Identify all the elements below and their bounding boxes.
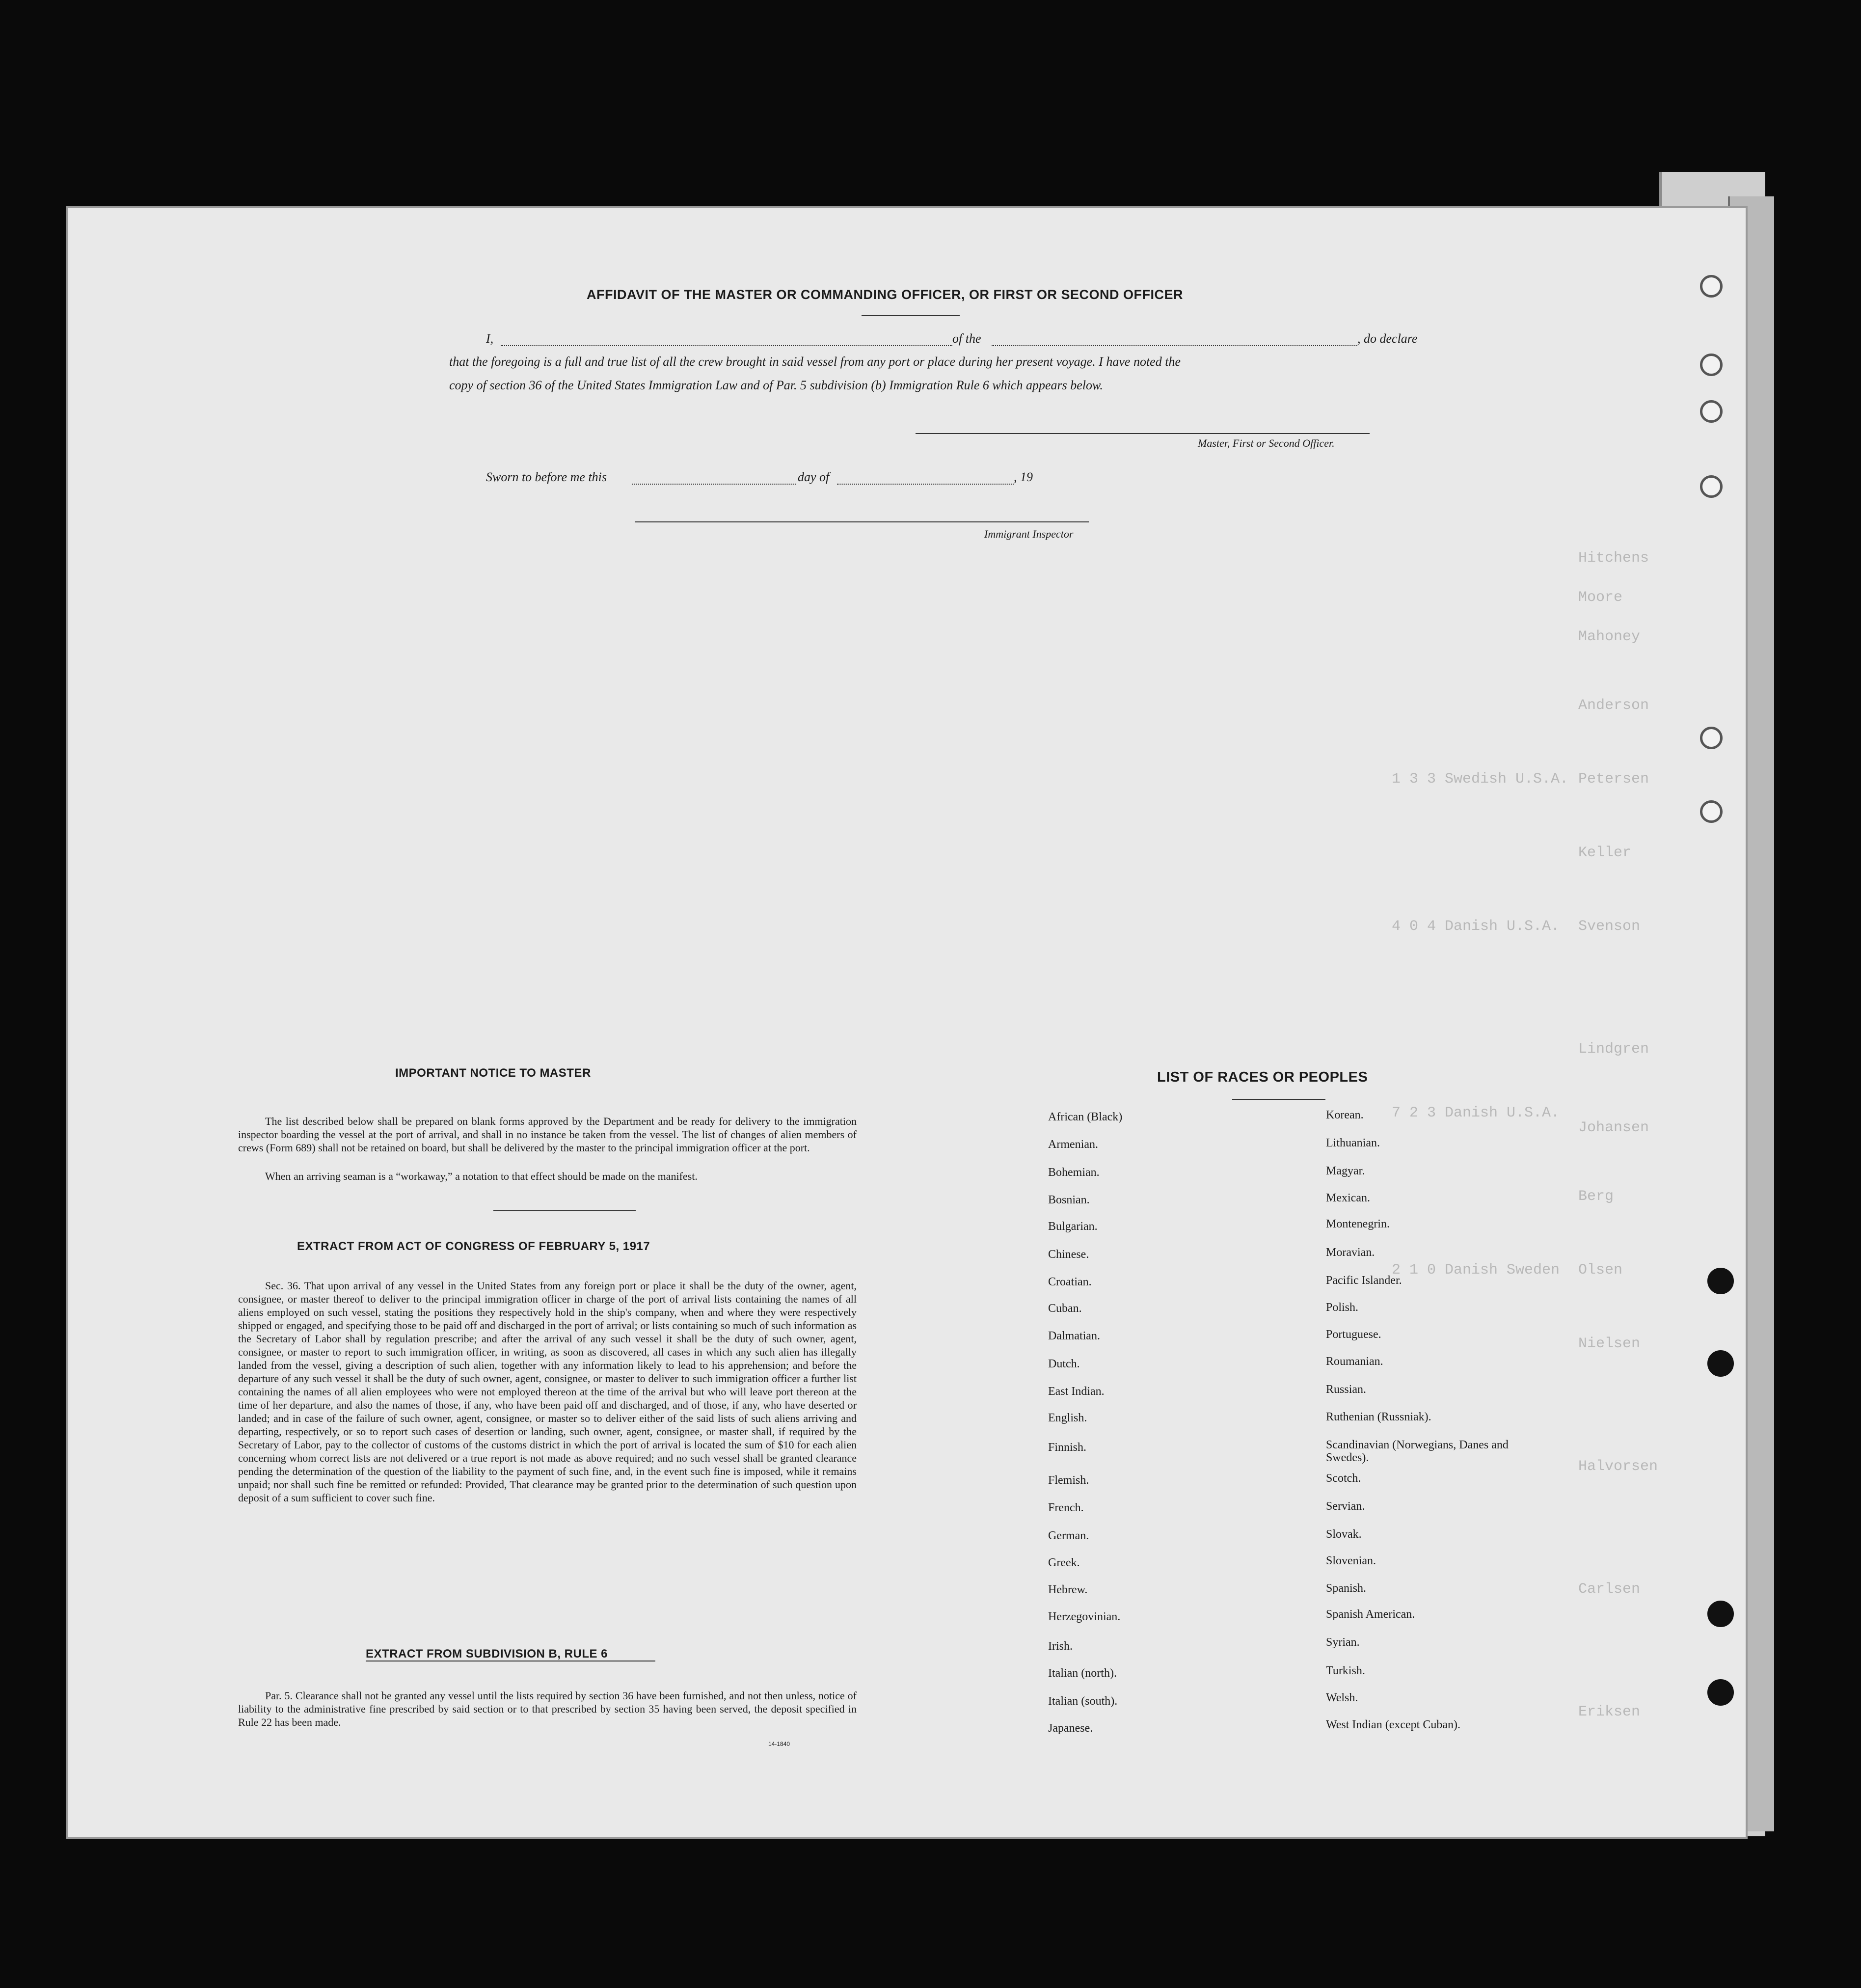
- affidavit-line-declare: , do declare: [1357, 331, 1418, 346]
- race-right-item: Roumanian.: [1326, 1355, 1383, 1368]
- race-left-item: Bulgarian.: [1048, 1220, 1098, 1233]
- race-left-item: Armenian.: [1048, 1138, 1098, 1151]
- divider: [493, 1210, 636, 1211]
- race-left-item: Italian (south).: [1048, 1695, 1118, 1708]
- sworn-text: Sworn to before me this: [486, 470, 607, 484]
- punch-hole: [1700, 727, 1723, 749]
- punch-hole: [1707, 1679, 1734, 1706]
- race-right-item: Servian.: [1326, 1500, 1365, 1513]
- document-page: Hitchens Moore Mahoney Anderson Petersen Keller Svenson Lindgren Johansen Berg Olsen Nielsen Halvorsen Carlsen Eriksen 1 3 3 Swedish U.S.A. 4 0 4 Danish U.S.A. 7 2 3 Danish U.S.A. 2 1 0 Danish Sweden AFFIDAVIT OF THE MASTER OR COMMANDING OFFICER, OR FIRST OR SECOND OFFICER I, of the , do declare that the foregoing is a full and true list of all the crew brought in said vessel from any port or place during her present voyage. I have noted the copy of section 36 of the United States Immigration Law and of Par. 5 subdivision (b) Immigration Rule 6 which appears below. Master, First or Second Officer. Sworn to before me this day of , 19 Immigrant Inspector IMPORTANT NOTICE TO MASTER The list described below shall be prepared on blank forms approved by the Department and be ready for delivery to the immigration inspector boarding the vessel at the port of arrival, and shall in no instance be taken from the vessel. The list of changes of alien members of crews (Form 689) shall not be retained on board, but shall be delivered by the master to the principal immigration officer at the port. When an arriving seaman is a “workaway,” a notation to that effect should be made on the manifest. EXTRACT FROM ACT OF CONGRESS OF FEBRUARY 5, 1917 Sec. 36. That upon arrival of any vessel in the United States from any foreign port or place it shall be the duty of the owner, agent, consignee, or master thereof to deliver to the principal immigration officer in charge of the port of arrival lists containing the names of all aliens employed on such vessel, stating the positions they respectively hold in the ship's company, when and where they were respectively shipped or engaged, and specifying those to be paid off and discharged in the port of arrival; or lists containing so much of such information as the Secretary of Labor shall by regulation prescribe; and after the arrival of any such vessel it shall be the duty of such owner, agent, consignee, or master to report to such immigration officer, in writing, as soon as discovered, all cases in which any such alien has illegally landed from the vessel, giving a description of such alien, together with any information likely to lead to his apprehension; and before the departure of any such vessel it shall be the duty of such owner, agent, consignee, or master to deliver to such immigration officer a further list containing the names of all alien employees who were not employed thereon at the time of the arrival but who will leave port thereon at the time of her departure, and also the names of those, if any, who have been paid off and discharged, and of those, if any, who have deserted or landed; and in case of the failure of such owner, agent, consignee, or master so to deliver either of the said lists of such aliens arriving and departing, respectively, or so to report such cases of desertion or landing, such owner, agent, consignee, or master shall, if required by the Secretary of Labor, pay to the collector of customs of the customs district in which the port of arrival is located the sum of $10 for each alien concerning whom correct lists are not delivered or a true report is not made as above required; and no such vessel shall be granted clearance pending the determination of the question of the liability to the payment of such fine, and, in the event such fine is imposed, while it remains unpaid; nor shall such fine be remitted or refunded: Provided, That clearance may be granted prior to the determination of such question upon deposit of a sum sufficient to cover such fine. EXTRACT FROM SUBDIVISION B, RULE 6 Par. 5. Clearance shall not be granted any vessel until the lists required by section 36 have been furnished, and not then unless, notice of liability to the administrative fine prescribed by said section or to that prescribed by section 35 having been served, the deposit specified in Rule 22 has been made. 14-1840 LIST OF RACES OR PEOPLES African (Black) Armenian. Bohemian. Bosnian. Bulgarian. Chinese. Croatian. Cuban. Dalmatian. Dutch. East Indian. English. Finnish. Flemish. French. German. Greek. Hebrew. Herzegovinian. Irish. Italian (north). Italian (south). Japanese. Korean. Lithuanian. Magyar. Mexican. Montenegrin. Moravian. Pacific Islander. Polish. Portuguese. Roumanian. Russian. Ruthenian (Russniak). Scandinavian (Norwegians, Danes and Swedes). Scotch. Servian. Slovak. Slovenian. Spanish. Spanish American. Syrian. Turkish. Welsh. West Indian (except Cuban).: [66, 206, 1748, 1839]
- act-title: EXTRACT FROM ACT OF CONGRESS OF FEBRUARY 5, 1917: [297, 1240, 650, 1253]
- race-right-item: Ruthenian (Russniak).: [1326, 1411, 1431, 1423]
- notice-text: The list described below shall be prepared on blank forms approved by the Department and be ready for delivery to the immigration inspector boarding the vessel at the port of arrival, and shall in no instance be taken from the vessel. The list of changes of alien members of crews (Form 689) shall not be retained on board, but shall be delivered by the master to the principal immigration officer at the port.: [238, 1115, 857, 1154]
- race-right-item: Portuguese.: [1326, 1328, 1381, 1341]
- divider: [862, 315, 960, 316]
- punch-hole: [1700, 475, 1723, 498]
- rule-text: Par. 5. Clearance shall not be granted any vessel until the lists required by section 36 have been furnished, and not then unless, notice of liability to the administrative fine prescribed by said section or to that prescribed by section 35 having been served, the deposit specified in Rule 22 has been made.: [238, 1689, 857, 1728]
- race-left-item: Bohemian.: [1048, 1166, 1100, 1179]
- punch-hole: [1700, 275, 1723, 298]
- punch-hole: [1700, 400, 1723, 423]
- notice-workaway-text: When an arriving seaman is a “workaway,” a notation to that effect should be made on the manifest.: [265, 1170, 698, 1182]
- race-left-item: Herzegovinian.: [1048, 1610, 1121, 1623]
- divider: [1232, 1099, 1325, 1100]
- race-right-item: Slovenian.: [1326, 1554, 1376, 1567]
- punch-hole: [1700, 354, 1723, 376]
- race-left-item: East Indian.: [1048, 1385, 1105, 1398]
- race-left-item: Dalmatian.: [1048, 1330, 1100, 1342]
- race-left-item: Hebrew.: [1048, 1583, 1088, 1596]
- notice-title: IMPORTANT NOTICE TO MASTER: [395, 1066, 591, 1080]
- race-left-item: German.: [1048, 1529, 1089, 1542]
- punch-hole: [1700, 800, 1723, 823]
- race-right-item: Syrian.: [1326, 1636, 1360, 1649]
- race-right-item: Scotch.: [1326, 1472, 1361, 1485]
- act-text: Sec. 36. That upon arrival of any vessel in the United States from any foreign port or place it shall be the duty of the owner, agent, consignee, or master thereof to deliver to the principal immigration officer in charge of the port of arrival lists containing the names of all aliens employed on such vessel, stating the positions they respectively hold in the ship's company, when and where they were respectively shipped or engaged, and specifying those to be paid off and discharged in the port of arrival; or lists containing so much of such information as the Secretary of Labor shall by regulation prescribe; and after the arrival of any such vessel it shall be the duty of such owner, agent, consignee, or master to report to such immigration officer, in writing, as soon as discovered, all cases in which any such alien has illegally landed from the vessel, giving a description of such alien, together with any information likely to lead to his apprehension; and before the departure of any such vessel it shall be the duty of such owner, agent, consignee, or master to deliver to such immigration officer a further list containing the names of all alien employees who were not employed thereon at the time of the arrival but who will leave port thereon at the time of her departure, and also the names of those, if any, who have been paid off and discharged, and of those, if any, who have deserted or landed; and in case of the failure of such owner, agent, consignee, or master so to deliver either of the said lists of such aliens arriving and departing, respectively, or so to report such cases of desertion or landing, such owner, agent, consignee, or master shall, if required by the Secretary of Labor, pay to the collector of customs of the customs district in which the port of arrival is located the sum of $10 for each alien concerning whom correct lists are not delivered or a true report is not made as above required; and no such vessel shall be granted clearance pending the determination of the question of the liability to the payment of such fine, and, in the event such fine is imposed, while it remains unpaid; nor shall such fine be remitted or refunded: Provided, That clearance may be granted prior to the determination of such question upon deposit of a sum sufficient to cover such fine.: [238, 1280, 857, 1504]
- race-left-item: African (Black): [1048, 1111, 1123, 1123]
- year-label: , 19: [1014, 470, 1033, 484]
- race-right-item: Spanish American.: [1326, 1608, 1415, 1621]
- day-blank[interactable]: [632, 484, 796, 485]
- race-right-item: Slovak.: [1326, 1528, 1362, 1541]
- form-number: 14-1840: [768, 1741, 790, 1747]
- race-right-item: Moravian.: [1326, 1246, 1375, 1259]
- race-left-item: Japanese.: [1048, 1722, 1093, 1735]
- race-right-item: Polish.: [1326, 1301, 1359, 1314]
- month-blank[interactable]: [837, 484, 1014, 485]
- race-right-item: Scandinavian (Norwegians, Danes and Swedes).: [1326, 1439, 1509, 1464]
- race-right-item: Mexican.: [1326, 1192, 1370, 1204]
- race-left-item: Flemish.: [1048, 1474, 1089, 1487]
- race-left-item: Dutch.: [1048, 1358, 1080, 1370]
- name-blank[interactable]: [501, 345, 952, 346]
- inspector-label: Immigrant Inspector: [984, 528, 1074, 540]
- race-left-item: English.: [1048, 1412, 1087, 1424]
- race-left-item: Croatian.: [1048, 1276, 1092, 1288]
- race-right-item: Russian.: [1326, 1383, 1367, 1396]
- race-right-item: Magyar.: [1326, 1165, 1365, 1177]
- race-right-item: West Indian (except Cuban).: [1326, 1718, 1460, 1731]
- race-right-item: Welsh.: [1326, 1691, 1358, 1704]
- race-left-item: Irish.: [1048, 1640, 1073, 1653]
- rule-title: EXTRACT FROM SUBDIVISION B, RULE 6: [366, 1647, 608, 1661]
- race-right-item: Korean.: [1326, 1109, 1364, 1121]
- race-right-item: Spanish.: [1326, 1582, 1367, 1595]
- race-left-item: Cuban.: [1048, 1302, 1082, 1315]
- races-title: LIST OF RACES OR PEOPLES: [1157, 1069, 1368, 1085]
- race-left-item: French.: [1048, 1501, 1084, 1514]
- inspector-signature-line[interactable]: [635, 521, 1089, 522]
- affidavit-line-i: I,: [486, 331, 494, 346]
- race-left-item: Greek.: [1048, 1556, 1080, 1569]
- signature-label: Master, First or Second Officer.: [1198, 437, 1335, 449]
- race-right-item: Turkish.: [1326, 1664, 1365, 1677]
- affidavit-title: AFFIDAVIT OF THE MASTER OR COMMANDING OFFICER, OR FIRST OR SECOND OFFICER: [587, 287, 1183, 302]
- race-left-item: Chinese.: [1048, 1248, 1089, 1261]
- day-of-label: day of: [798, 470, 830, 484]
- affidavit-line-3: copy of section 36 of the United States Immigration Law and of Par. 5 subdivision (b) Immigration Rule 6 which appears below.: [449, 378, 1103, 392]
- affidavit-line-2: that the foregoing is a full and true list of all the crew brought in said vessel from any port or place during her present voyage. I have noted the: [449, 354, 1181, 369]
- race-left-item: Italian (north).: [1048, 1667, 1117, 1680]
- race-left-item: Finnish.: [1048, 1441, 1087, 1454]
- race-left-item: Bosnian.: [1048, 1194, 1090, 1206]
- punch-hole: [1707, 1268, 1734, 1294]
- signature-line[interactable]: [916, 433, 1370, 434]
- punch-hole: [1707, 1350, 1734, 1377]
- race-right-item: Lithuanian.: [1326, 1137, 1380, 1149]
- affidavit-line-of: of the: [952, 331, 981, 346]
- punch-hole: [1707, 1601, 1734, 1627]
- vessel-blank[interactable]: [992, 345, 1357, 346]
- race-right-item: Montenegrin.: [1326, 1218, 1390, 1230]
- race-right-item: Pacific Islander.: [1326, 1274, 1402, 1287]
